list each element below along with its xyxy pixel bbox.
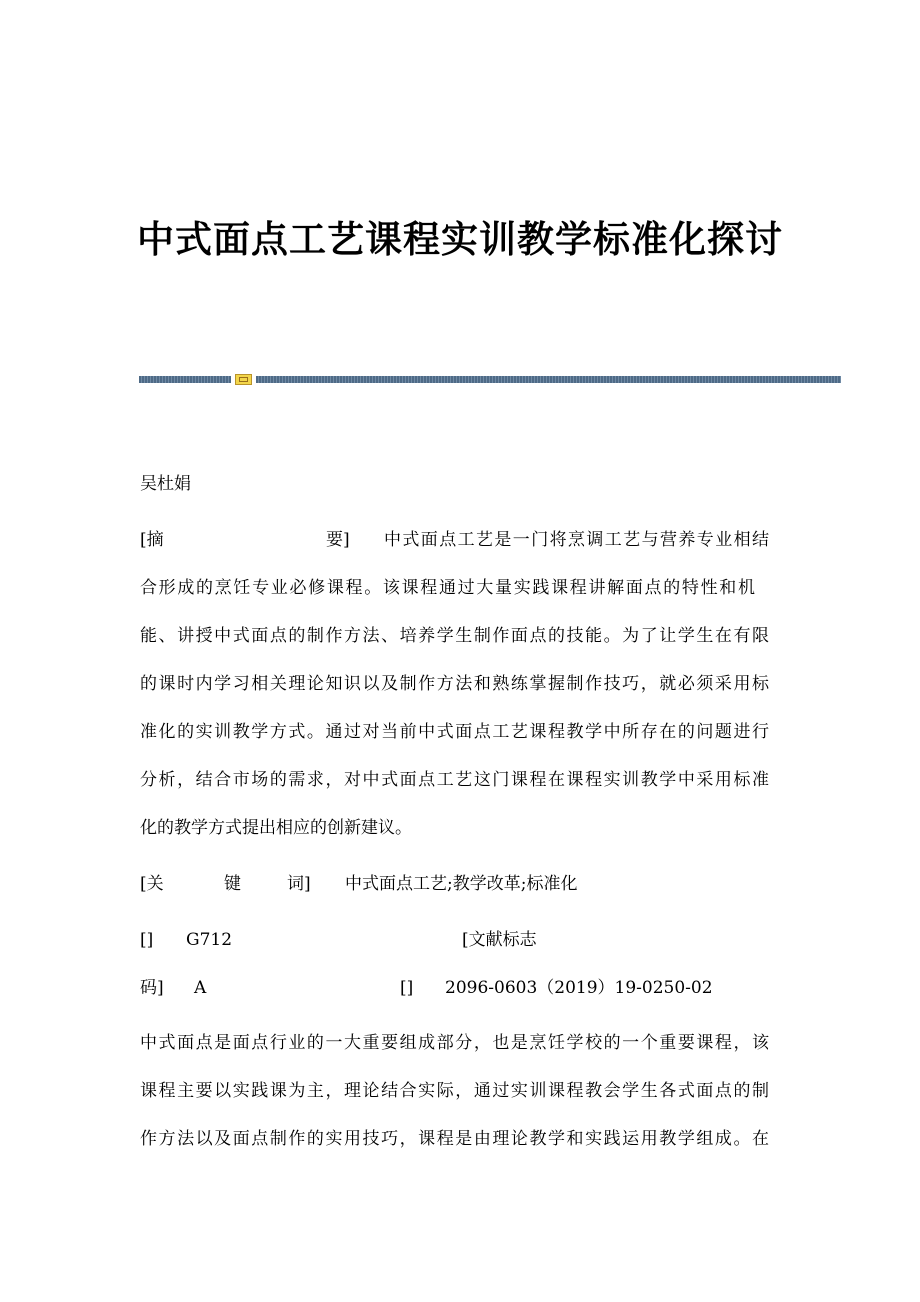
keywords-label-part: [关 xyxy=(140,874,164,894)
abstract-line: 准化的实训教学方式。通过对当前中式面点工艺课程教学中所存在的问题进行 xyxy=(140,722,769,742)
title-divider xyxy=(139,374,841,384)
document-code-value: A xyxy=(194,978,207,998)
keywords-label-part: 键 xyxy=(224,874,241,894)
abstract-label-open: [摘 xyxy=(140,530,164,550)
abstract-line: 能、讲授中式面点的制作方法、培养学生制作面点的技能。为了让学生在有限 xyxy=(140,626,769,646)
abstract-line: 中式面点工艺是一门将烹调工艺与营养专业相结 xyxy=(384,530,769,550)
classification-code: G712 xyxy=(186,930,233,950)
abstract-label-close: 要] xyxy=(326,530,350,550)
body-line: 作方法以及面点制作的实用技巧，课程是由理论教学和实践运用教学组成。在 xyxy=(140,1129,769,1149)
classification-bracket: [] xyxy=(140,930,154,950)
document-title: 中式面点工艺课程实训教学标准化探讨 xyxy=(137,218,783,261)
author-name: 吴杜娟 xyxy=(140,474,191,494)
abstract-line: 合形成的烹饪专业必修课程。该课程通过大量实践课程讲解面点的特性和机 xyxy=(140,578,755,598)
body-line: 中式面点是面点行业的一大重要组成部分，也是烹饪学校的一个重要课程，该 xyxy=(140,1033,769,1053)
divider-bar-left xyxy=(139,376,231,383)
document-code-label: [文献标志 xyxy=(462,930,537,950)
abstract-line: 的课时内学习相关理论知识以及制作方法和熟练掌握制作技巧，就必须采用标 xyxy=(140,674,769,694)
body-line: 课程主要以实践课为主，理论结合实际，通过实训课程教会学生各式面点的制 xyxy=(140,1081,769,1101)
keywords-label-part: 词] xyxy=(287,874,311,894)
keywords-value: 中式面点工艺;教学改革;标准化 xyxy=(345,874,578,894)
divider-emblem-icon xyxy=(235,374,252,385)
divider-bar-right xyxy=(256,376,841,383)
article-number-bracket: [] xyxy=(400,978,414,998)
article-number: 2096-0603（2019）19-0250-02 xyxy=(445,978,713,998)
document-code-label-end: 码] xyxy=(140,978,164,998)
abstract-line: 化的教学方式提出相应的创新建议。 xyxy=(140,818,412,838)
abstract-line: 分析，结合市场的需求，对中式面点工艺这门课程在课程实训教学中采用标准 xyxy=(140,770,769,790)
